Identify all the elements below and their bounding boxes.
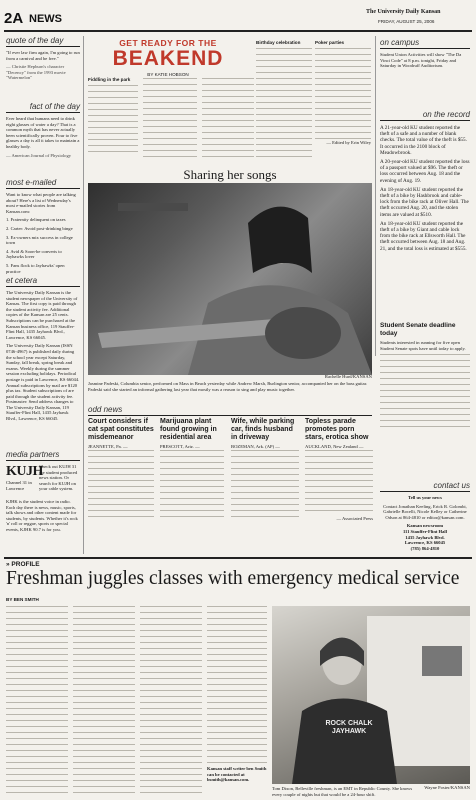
odd-story-body	[305, 450, 373, 516]
photo-credit: Rachelle Hurd/KANSAN	[324, 374, 372, 379]
rule	[6, 46, 80, 47]
odd-story-body	[160, 450, 224, 520]
microphone	[118, 203, 188, 211]
odd-story-title: Wife, while parking car, finds husband in driveway	[231, 418, 295, 441]
odd-story-title: Topless parade promotes porn stars, erotica show	[305, 418, 369, 441]
beakend-body-text	[88, 85, 138, 157]
poker-text	[315, 48, 371, 140]
performer-photo	[88, 183, 372, 375]
paper-name: The University Daily Kansan	[366, 9, 441, 15]
odd-story-body	[88, 450, 154, 520]
kujh-note: Channel 31 in Lawrence	[6, 480, 32, 491]
profile-headline: Freshman juggles classes with emergency medical service	[6, 568, 460, 589]
profile-col-3	[140, 606, 202, 796]
odd-story-body	[231, 450, 299, 520]
student-senate-body	[380, 354, 470, 432]
contact-intro: Tell us your news	[408, 495, 442, 500]
issue-date: FRIDAY, AUGUST 25, 2006	[378, 19, 435, 24]
beakend-title: BEAKEND	[112, 47, 224, 70]
most-emailed-item[interactable]: 2. Carter: Avoid post-drinking binge	[6, 225, 73, 231]
media-partners-box	[6, 450, 80, 536]
performer-figure	[88, 183, 372, 375]
quote-of-day-heading: quote of the day	[6, 36, 64, 45]
birthday-heading: Birthday celebration	[256, 40, 301, 45]
performer-hair	[248, 207, 312, 273]
fact-box	[6, 102, 80, 161]
on-campus-text: Student Union Activities will show "The Da Vinci Code" at 8 p.m. tonight, Friday and Saturday in Woodruff Auditorium.	[380, 52, 462, 69]
rule	[88, 415, 372, 416]
odd-news-heading: odd news	[88, 405, 123, 414]
left-rail	[6, 36, 80, 84]
profile-rule	[4, 557, 472, 559]
record-item: An 18-year-old KU student reported the theft of a bike by Giant and cable lock from the bike rack at Ellsworth Hall. The theft occurred between Aug. 18 and Aug. 21, and the total loss is estimated at $555.	[380, 220, 467, 252]
et-cetera-heading: et cetera	[6, 276, 38, 285]
most-emailed-item[interactable]: 5. Fans flock to Jayhawks' open practice	[6, 262, 65, 274]
rule	[6, 188, 80, 189]
most-emailed-box	[6, 178, 80, 277]
poker-heading: Poker parties	[315, 40, 345, 45]
photo-headline: Sharing her songs	[183, 167, 277, 182]
beakend-kicker: GET READY FOR THE	[119, 38, 217, 48]
on-the-record-heading: on the record	[422, 110, 470, 119]
fact-text: Ever heard that humans need to drink eight glasses of water a day? That is a common myth that has never actually been scientifically proven. Four to five glasses a day is all it takes to maintain a healthy body.	[6, 116, 80, 149]
profile-contact: Kansan staff writer ben Smith can be contacted at bsmith@kansan.com.	[207, 766, 267, 783]
kjhk-text: KJHK is the student voice in radio. Each day there is news, music, sports, talk shows and other content made for students, by students. Whether it's rock 'n' roll or reggae, sports or special events, KJHK 90.7 is for you.	[6, 498, 78, 532]
quote-text: "If ever law firm again, I'm going to run from a carnival and be free."	[6, 50, 80, 61]
section-name: NEWS	[29, 13, 62, 25]
on-campus-heading: on campus	[380, 38, 420, 47]
emt-shirt	[292, 699, 397, 785]
beakend-col-4	[256, 40, 312, 158]
beakend-col-2	[143, 78, 197, 158]
beakend-credit: — Edited by Erin Wiley	[326, 139, 371, 145]
et-cetera-box	[6, 276, 80, 425]
kujh-logo: KUJH	[6, 464, 43, 479]
record-item: An 18-year-old KU student reported the theft of a bike by Hashbrook and cable-lock from the bike rack at Oliver Hall. The theft occurred Aug. 20, and the stolen items are valued at $510.	[380, 186, 469, 218]
odd-story-2	[160, 418, 224, 520]
student-senate-heading: Student Senate deadline today	[380, 322, 456, 337]
kujh-logo-block	[6, 464, 43, 491]
most-emailed-item[interactable]: 4. Avid & Soon-be converts to Jayhawks lover	[6, 248, 62, 260]
contact-address: Kansan newsroom 111 Stauffer-Flint Hall 1435 Jayhawk Blvd. Lawrence, KS 66045 (785) 864-4810	[403, 523, 447, 551]
guitar-body	[265, 307, 341, 359]
on-the-record-box	[380, 110, 470, 255]
column-divider	[375, 36, 376, 356]
odd-dateline: AUCKLAND, New Zealand —	[305, 444, 364, 449]
odd-story-4	[305, 418, 373, 521]
student-senate-text: Students interested in running for five open Student Senate spots have until today to apply.	[380, 340, 466, 351]
emt-photo-caption: Tom Dixon, Belleville freshman, is an EMT in Republic County. She knows every couple of nights but that would be a 24-hour shift.	[272, 786, 413, 797]
column-divider	[83, 36, 84, 554]
emt-photo	[272, 606, 470, 784]
rule	[6, 286, 80, 287]
profile-col-1	[6, 606, 68, 796]
record-item: A 20-year-old KU student reported the loss of a passport valued at $96. The theft or loss occurred between Aug. 18 and the evening of Aug. 19.	[380, 159, 470, 184]
rule	[380, 491, 470, 492]
emt-photo-credit: Wayne Foster/KANSAN	[424, 785, 470, 790]
most-emailed-heading: most e-mailed	[6, 178, 57, 187]
record-item: A 21-year-old KU student reported the theft of a safe and a number of blank checks. The total value of the theft is $55. It occurred in the 2100 block of Meadowbrook.	[380, 125, 467, 156]
student-senate-box	[380, 322, 470, 432]
fact-of-day-heading: fact of the day	[29, 102, 80, 111]
odd-credit: — Associated Press	[336, 515, 373, 521]
odd-story-1	[88, 418, 154, 520]
kujh-text: Check out KUJH 31 the student produced news station. Or search for KUJH on your cable system.	[39, 464, 78, 492]
odd-dateline: PRESCOTT, Ariz. —	[160, 444, 200, 449]
ambulance-window	[422, 646, 462, 676]
profile-col-4	[207, 606, 267, 783]
rule	[6, 112, 80, 113]
fact-attribution: — American Journal of Physiology	[6, 152, 72, 158]
most-emailed-item[interactable]: 3. Ex-owners mix success in college town	[6, 234, 73, 246]
odd-story-3	[231, 418, 299, 520]
media-partners-heading: media partners	[6, 450, 60, 459]
odd-story-title: Marijuana plant found growing in residential area	[160, 418, 217, 441]
profile-body	[207, 606, 267, 764]
photo-caption: Jasmine Padeski, Columbia senior, performed on Mass in Beach yesterday while Andrew Marsh, Burlington senior, accompanied her on the bass guitar. Padeski said she started an informal gathering last year that mostly was a reason to sing and play music together.	[88, 381, 368, 392]
odd-dateline: JEANNETTE, Pa. —	[88, 444, 128, 449]
beakend-col-1	[88, 77, 138, 157]
kujh-block	[6, 464, 80, 495]
contact-box	[380, 481, 470, 554]
most-emailed-item[interactable]: 1. Fraternity delinquent on taxes	[6, 217, 66, 223]
shirt-text: ROCK CHALK JAYHAWK	[325, 720, 373, 735]
odd-dateline: BOZEMAN, Ark. (AP) —	[231, 444, 280, 449]
beakend-col-3	[202, 78, 254, 158]
et-cetera-text-1: The University Daily Kansan is the student newspaper of the University of Kansas. The first copy is paid through the student activity fee. Additional copies of the Kansan are 25 cents. Subscriptions can be purchased at the Kansan business office, 119 Stauffer-Flint Hall, 1435 Jayhawk Blvd., Lawrence, KS 66045.	[6, 290, 78, 340]
beakend-subhead: Fiddling in the park	[88, 77, 131, 82]
quote-attribution: — Christie Hepburn's character "Decency" from the 1993 movie "Watermelon"	[6, 64, 66, 81]
odd-story-title: Court considers if cat spat constitutes misdemeanor	[88, 418, 154, 441]
emt-scene	[272, 606, 470, 784]
most-emailed-intro: Want to know what people are talking about? Here's a list of Wednesday's most e-mailed stories from Kansan.com:	[6, 192, 76, 214]
contact-heading: contact us	[433, 481, 470, 490]
beakend-byline: BY KATIE HOBSON	[147, 72, 189, 77]
contact-text[interactable]: Contact Jonathan Keeling, Erick R. Golombi, Gabrielle Bocelli, Nicole Kelley or Catherine Odson at 864-4810 or editor@kansan.com.	[383, 503, 467, 520]
masthead-rule	[4, 30, 472, 32]
on-campus-box	[380, 38, 470, 72]
rule	[6, 460, 80, 461]
beakend-header	[88, 38, 248, 78]
birthday-text	[256, 48, 312, 158]
rule	[380, 120, 470, 121]
rule	[380, 48, 470, 49]
et-cetera-text-2: The University Daily Kansan (ISSN 0746-4967) is published daily during the school year except Saturday, Sunday, fall break, spring break and exams. Weekly during the summer session excluding holidays. Periodical postage is paid in Lawrence, KS 66044. Annual subscriptions by mail are $120 plus tax. Student subscriptions of are paid through the student activity fee. Postmaster: Send address changes to The University Daily Kansan, 119 Stauffer-Flint Hall, 1435 Jayhawk Blvd., Lawrence, KS 66045.	[6, 343, 80, 422]
beakend-col-5	[315, 40, 371, 145]
odd-news-box	[88, 405, 372, 416]
profile-col-2	[73, 606, 135, 796]
profile-tag: » PROFILE	[6, 561, 40, 568]
page-number: 2A	[4, 10, 24, 27]
profile-byline: BY BEN SMITH	[6, 597, 39, 602]
